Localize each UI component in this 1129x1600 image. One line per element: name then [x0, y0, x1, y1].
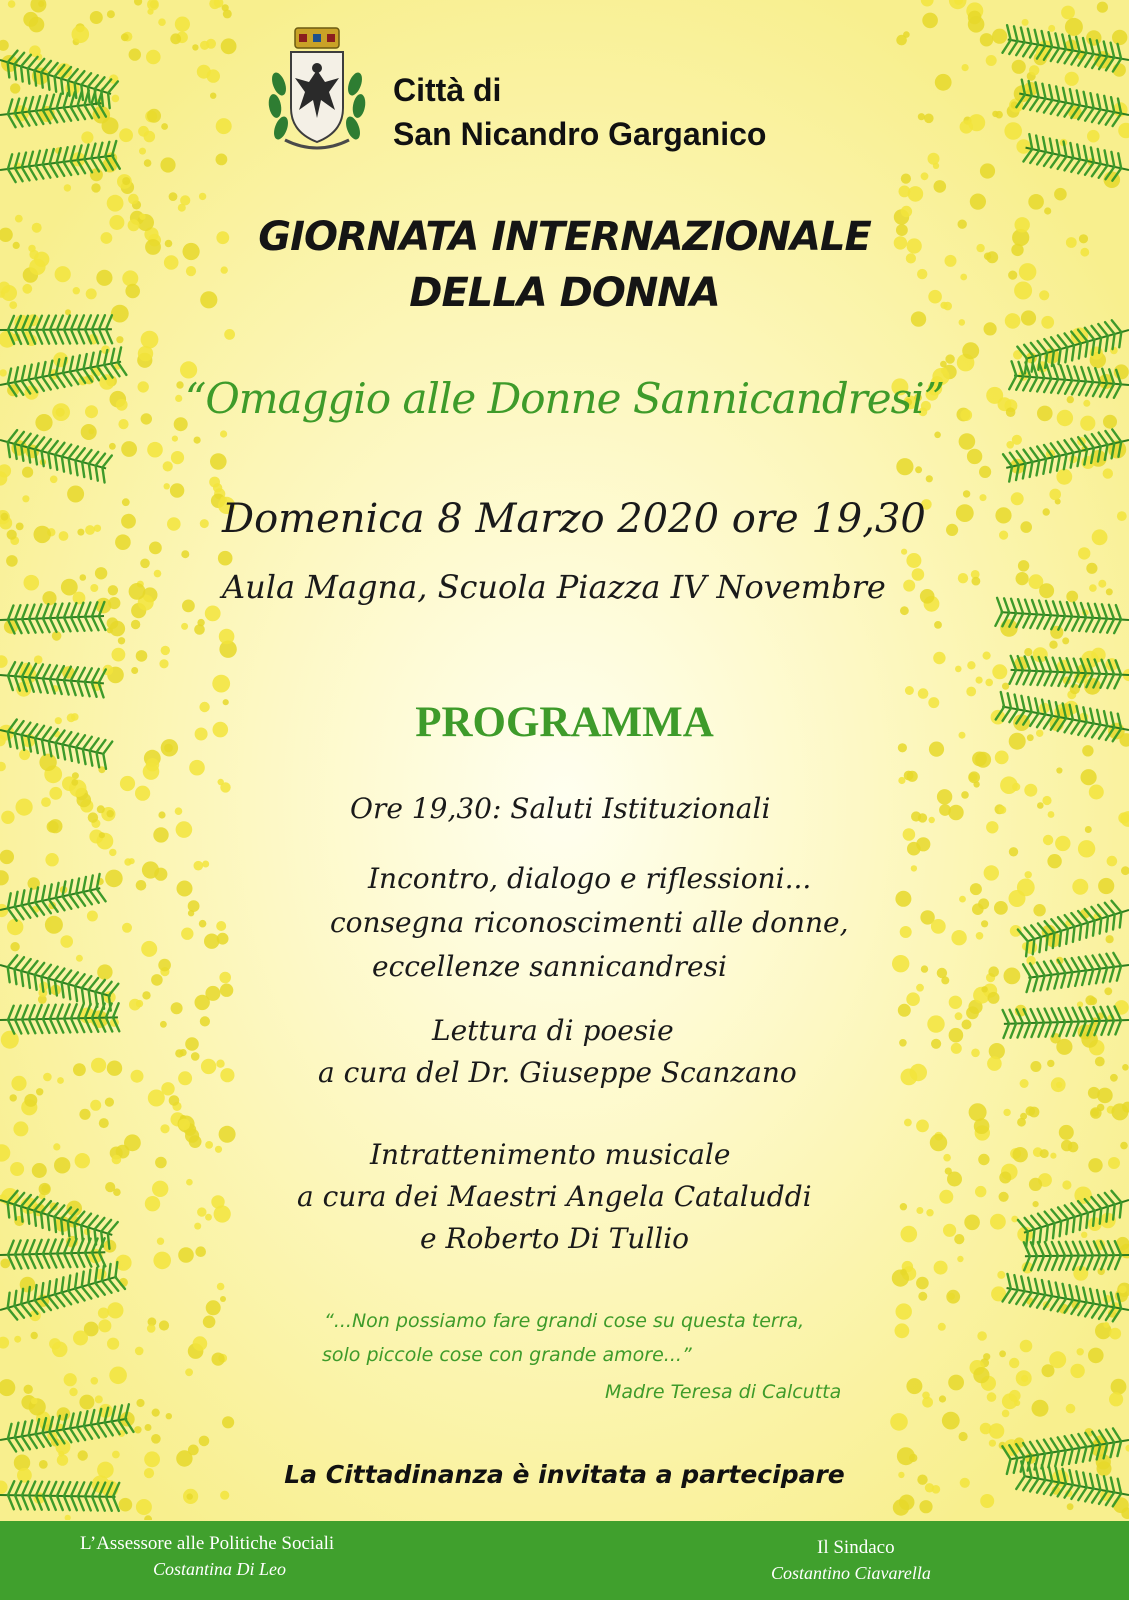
- city-name-line2: San Nicandro Garganico: [393, 116, 767, 152]
- municipal-crest-icon: [265, 24, 369, 156]
- footer-left-name: Costantina Di Leo: [153, 1559, 287, 1579]
- program-item-3-line1: Lettura di poesie: [432, 1014, 674, 1047]
- quote-line2: solo piccole cose con grande amore...”: [322, 1344, 692, 1366]
- quote-line1: “...Non possiamo fare grandi cose su questa terra,: [324, 1310, 805, 1332]
- program-item-2-line1: Incontro, dialogo e riflessioni...: [368, 862, 812, 895]
- city-name-line1: Città di: [393, 72, 502, 108]
- event-title-line2: DELLA DONNA: [409, 270, 720, 316]
- event-date: Domenica 8 Marzo 2020 ore 19,30: [222, 496, 926, 542]
- program-item-2-line3: eccellenze sannicandresi: [372, 950, 727, 983]
- footer-bar: [0, 1521, 1129, 1600]
- program-item-4-line3: e Roberto Di Tullio: [420, 1222, 690, 1255]
- program-item-2-line2: consegna riconoscimenti alle donne,: [330, 906, 849, 939]
- footer-left-role: L’Assessore alle Politiche Sociali: [80, 1533, 335, 1554]
- event-subtitle: “Omaggio alle Donne Sannicandresi”: [184, 374, 945, 423]
- footer-right-name: Costantino Ciavarella: [771, 1563, 931, 1583]
- quote-author: Madre Teresa di Calcutta: [605, 1381, 842, 1403]
- event-venue: Aula Magna, Scuola Piazza IV Novembre: [222, 568, 886, 606]
- footer-right-role: Il Sindaco: [817, 1537, 895, 1558]
- invitation-text: La Cittadinanza è invitata a partecipare: [284, 1460, 845, 1489]
- program-heading: PROGRAMMA: [415, 699, 714, 746]
- program-item-3-line2: a cura del Dr. Giuseppe Scanzano: [318, 1056, 797, 1089]
- program-item-4-line1: Intrattenimento musicale: [370, 1138, 731, 1171]
- event-title-line1: GIORNATA INTERNAZIONALE: [258, 214, 871, 260]
- program-item-4-line2: a cura dei Maestri Angela Cataluddi: [297, 1180, 812, 1213]
- program-item-1: Ore 19,30: Saluti Istituzionali: [350, 792, 771, 825]
